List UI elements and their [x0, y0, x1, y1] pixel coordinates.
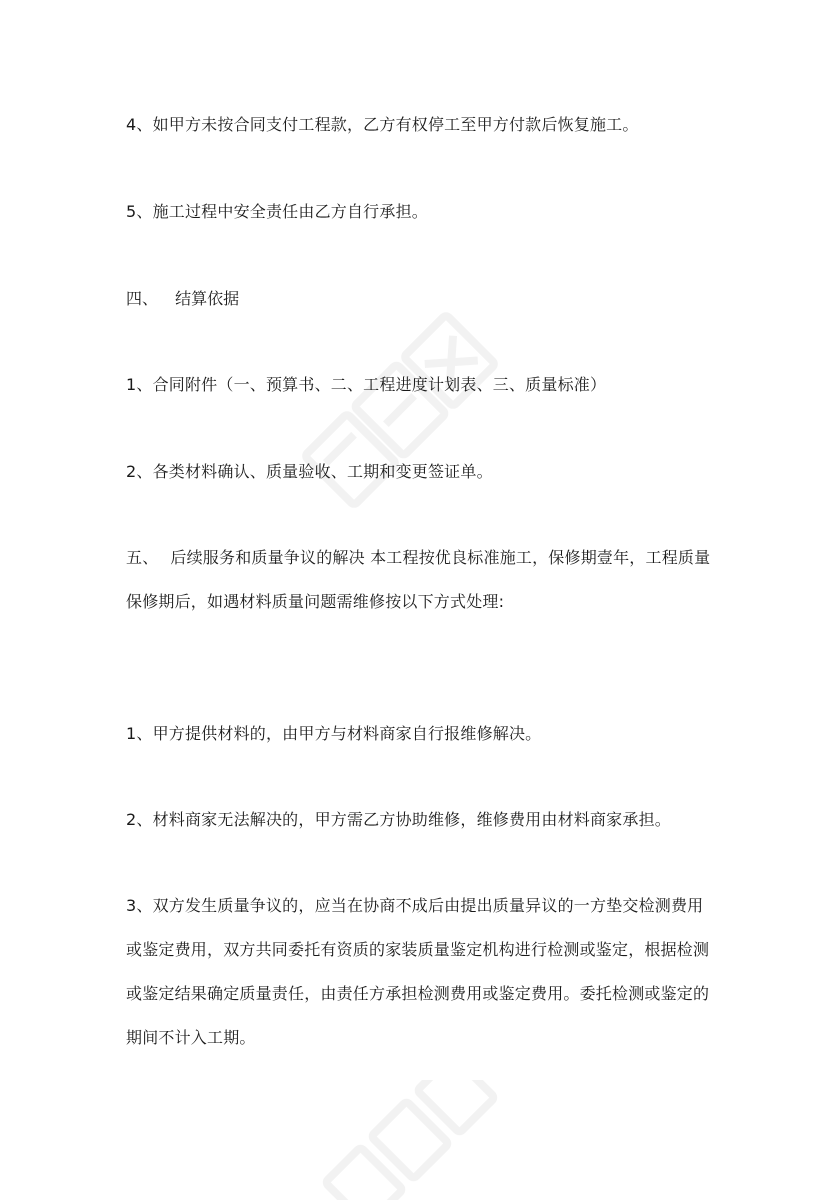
paragraph-service-3: 3、双方发生质量争议的，应当在协商不成后由提出质量异议的一方垫交检测费用或鉴定费用，双方共同委托有资质的家装质量鉴定机构进行检测或鉴定，根据检测或鉴定结果确定质量责任，由责任方承担检测费用或鉴定费用。委托检测或鉴定的期间不计入工期。: [126, 896, 710, 1047]
paragraph-basis-2: 2、各类材料确认、质量验收、工期和变更签证单。: [126, 462, 493, 481]
section-4-heading: [126, 277, 239, 321]
watermark-logo-bottom: [300, 1080, 520, 1200]
section-4-number: 四、: [126, 289, 159, 308]
section-5-paragraph: [126, 536, 716, 624]
paragraph-service-2: 2、材料商家无法解决的，甲方需乙方协助维修，维修费用由材料商家承担。: [126, 810, 671, 829]
watermark-logo: [270, 280, 530, 540]
section-4-title: 结算依据: [175, 289, 240, 308]
paragraph-basis-1: 1、合同附件（一、预算书、二、工程进度计划表、三、质量标准）: [126, 375, 607, 394]
paragraph-item-5: 5、施工过程中安全责任由乙方自行承担。: [126, 202, 428, 221]
paragraph-item-4: 4、如甲方未按合同支付工程款，乙方有权停工至甲方付款后恢复施工。: [126, 115, 639, 134]
section-5-number: 五、: [126, 548, 159, 567]
section-5-text: 后续服务和质量争议的解决 本工程按优良标准施工，保修期壹年，工程质量保修期后，如遇材料质量问题需维修按以下方式处理:: [126, 548, 711, 611]
paragraph-service-1: 1、甲方提供材料的，由甲方与材料商家自行报维修解决。: [126, 724, 542, 743]
